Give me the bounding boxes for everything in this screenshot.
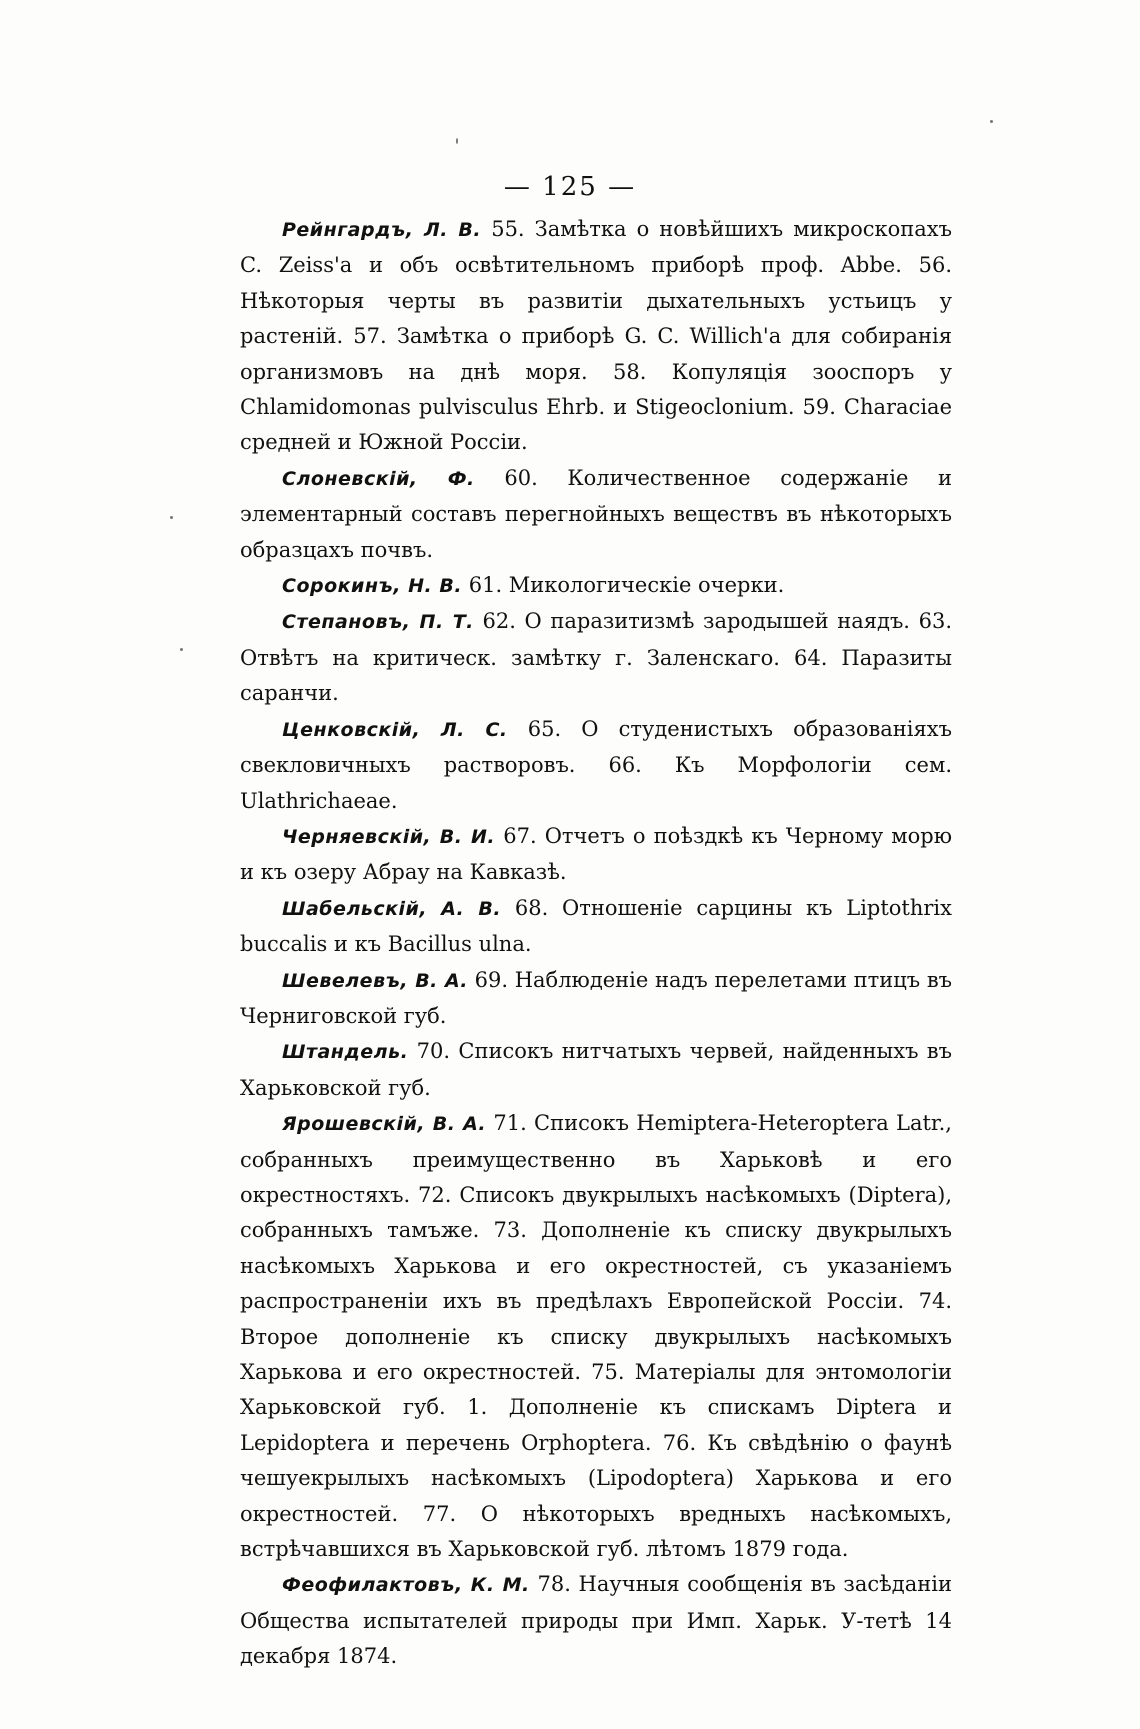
entry-text: 61. Микологическіе очерки. (468, 573, 785, 598)
entry-stepanov (240, 604, 952, 711)
author-name: Шевелевъ, В. А. (282, 969, 468, 992)
scan-speck (990, 120, 993, 123)
entry-slonevsky (240, 461, 952, 568)
entry-text: 55. Замѣтка о новѣйшихъ микроскопахъ C. Zeiss'а и объ освѣтительномъ приборѣ проф. Abbe. 56. Нѣкоторыя черты въ развитіи дыхательныхъ устьицъ у растеній. 57. Замѣтка о приборѣ G. C. Willich'а для собиранія организмовъ на днѣ моря. 58. Копуляція зооспоръ у Chlamidomonas pulvisculus Ehrb. и Stigeoclonium. 59. Characiae средней и Южной Россіи. (240, 217, 952, 455)
entry-text: 68. Отношеніе сарцины къ Liptothrix buccalis и къ Bacillus ulna. (240, 895, 952, 957)
author-name: Черняевскій, В. И. (282, 825, 496, 848)
entry-text: 62. О паразитизмѣ зародышей наядъ. 63. Отвѣтъ на критическ. замѣтку г. Заленскаго. 64. Паразиты саранчи. (240, 609, 952, 706)
entry-text: 69. Наблюденіе надъ перелетами птицъ въ Черниговской губ. (240, 967, 953, 1028)
entry-yaroshevsky (240, 1106, 952, 1567)
entry-text: 67. Отчетъ о поѣздкѣ къ Черному морю и къ озеру Абрау на Кавказѣ. (240, 823, 952, 885)
author-name: Сорокинъ, Н. В. (282, 575, 463, 598)
entry-shabelsky (240, 891, 952, 963)
entry-text: 70. Списокъ нитчатыхъ червей, найденныхъ въ Харьковской губ. (240, 1039, 952, 1100)
author-name: Слоневскій, Ф. (282, 467, 475, 490)
author-name: Ценковскій, Л. С. (282, 718, 508, 741)
page-number: — 125 — (503, 172, 637, 202)
bibliography-list (240, 212, 952, 1675)
entry-text: 71. Списокъ Hemiptera-Heteroptera Latr., собранныхъ преимущественно въ Харьковѣ и его окрестностяхъ. 72. Списокъ двукрылыхъ насѣкомыхъ (Diptera), собранныхъ тамъже. 73. Дополненіе къ списку двукрылыхъ насѣкомыхъ Харькова и его окрестностей, съ указаніемъ распространеніи ихъ въ предѣлахъ Европейской Россіи. 74. Второе дополненіе къ списку двукрылыхъ насѣкомыхъ Харькова и его окрестностей. 75. Матеріалы для энтомологіи Харьковской губ. 1. Дополненіе къ спискамъ Diptera и Lepidoptera и перечень Orphoptera. 76. Къ свѣдѣнію о фаунѣ чешуекрылыхъ насѣкомыхъ (Lipodoptera) Харькова и его окрестностей. 77. О нѣкоторыхъ вредныхъ насѣкомыхъ, встрѣчавшихся въ Харьковской губ. лѣтомъ 1879 года. (240, 1111, 952, 1562)
scan-speck (170, 516, 173, 519)
entry-text: 78. Научныя сообщенія въ засѣданіи Общества испытателей природы при Имп. Харьк. У-тетѣ 14 декабря 1874. (240, 1572, 952, 1669)
author-name: Шабельскій, А. В. (282, 897, 502, 920)
entry-feofilaktov (240, 1567, 952, 1674)
author-name: Степановъ, П. Т. (282, 611, 474, 634)
author-name: Рейнгардъ, Л. В. (282, 219, 482, 241)
entry-text: 65. О студенистыхъ образованіяхъ свекловичныхъ растворовъ. 66. Къ Морфологіи сем. Ulathrichaeae. (240, 716, 952, 813)
entry-tsenkovsky (240, 712, 952, 819)
scan-speck (180, 648, 183, 651)
entry-sorokin (240, 568, 952, 604)
author-name: Феофилактовъ, К. М. (282, 1574, 530, 1597)
author-name: Ярошевскій, В. А. (282, 1113, 487, 1136)
entry-reingard (240, 212, 952, 461)
author-name: Штандель. (282, 1041, 409, 1064)
entry-text: 60. Количественное содержаніе и элементарный составъ перегнойныхъ веществъ въ нѣкоторыхъ образцахъ почвъ. (240, 465, 953, 562)
entry-chernyaevsky (240, 819, 952, 891)
entry-shtandel (240, 1034, 952, 1106)
scan-speck (456, 138, 458, 144)
entry-shevelev (240, 963, 952, 1035)
